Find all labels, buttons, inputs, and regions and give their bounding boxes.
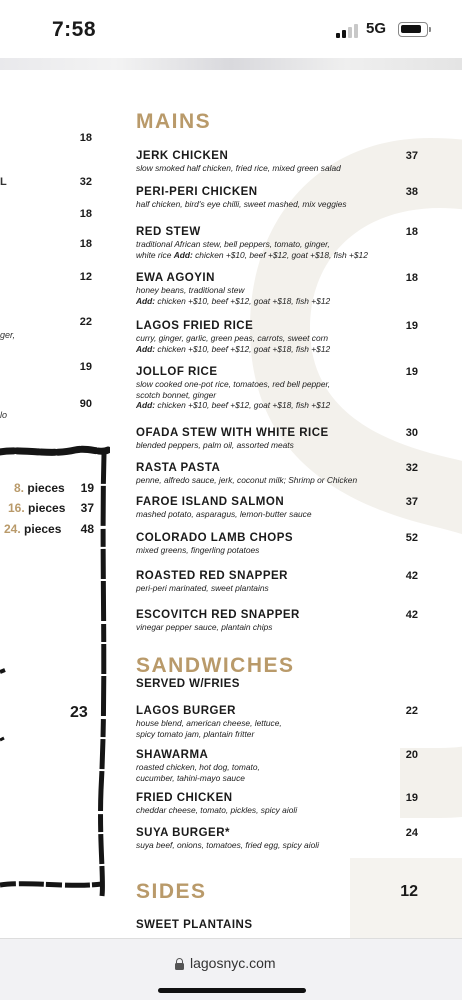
left-price: 18: [79, 238, 92, 250]
menu-item-description: [136, 729, 398, 740]
add-on-options: chicken +$10, beef +$12, goat +$18, fish +$12: [155, 343, 331, 354]
menu-item-price: 38: [405, 186, 418, 198]
menu-item-description: [136, 239, 398, 250]
menu-item-name: OFADA STEW WITH WHITE RICE: [136, 427, 329, 439]
menu-item-description: [136, 390, 398, 401]
menu-item-name: EWA AGOYIN: [136, 272, 215, 284]
menu-item-description: [136, 250, 398, 261]
menu-page[interactable]: [0, 58, 462, 938]
left-price: 18: [79, 132, 92, 144]
status-time: 7:58: [52, 18, 97, 41]
menu-item: [136, 569, 398, 594]
description-text: scotch bonnet, ginger: [136, 389, 217, 400]
description-text: mashed potato, asparagus, lemon-butter sauce: [136, 509, 312, 519]
menu-item-price: 42: [405, 609, 418, 621]
left-fragment: ger,: [0, 330, 16, 340]
menu-item: [136, 365, 398, 411]
menu-item-description: [136, 379, 398, 390]
pieces-price: 37: [80, 501, 94, 515]
menu-item: [136, 495, 398, 520]
menu-item-price: 42: [405, 570, 418, 582]
network-type: 5G: [366, 20, 387, 37]
description-text: peri-peri marinated, sweet plantains: [136, 583, 269, 593]
pieces-price: 19: [80, 481, 94, 495]
menu-item-description: [136, 440, 398, 451]
menu-item-price: 18: [405, 226, 418, 238]
pieces-price: 48: [80, 522, 94, 536]
pieces-row: [14, 481, 65, 495]
browser-address-bar[interactable]: [0, 938, 462, 1000]
menu-item-price: 52: [405, 532, 418, 544]
header-photo-strip: [0, 58, 462, 70]
menu-item-description: [136, 805, 398, 816]
pieces-row: [8, 501, 65, 515]
menu-item-description: [136, 840, 398, 851]
menu-item: [136, 531, 398, 556]
menu-item-description: [136, 545, 398, 556]
menu-item-description: [136, 199, 398, 210]
cellular-signal-icon: [336, 24, 360, 38]
status-bar: [0, 0, 462, 58]
menu-item-description: [136, 773, 398, 784]
left-price: 32: [79, 176, 92, 188]
menu-item-price: 37: [405, 150, 418, 162]
menu-item: [136, 461, 398, 486]
menu-item-name: JOLLOF RICE: [136, 366, 218, 378]
pieces-qty: 24.: [4, 522, 21, 536]
description-text: curry, ginger, garlic, green peas, carrots, sweet corn: [136, 333, 329, 343]
menu-item-price: 37: [405, 496, 418, 508]
menu-item-price: 30: [405, 427, 418, 439]
section-title-sandwiches: SANDWICHES: [136, 654, 295, 677]
menu-item-price: 19: [405, 320, 418, 332]
menu-item-description: [136, 163, 398, 174]
left-price: 18: [79, 208, 92, 220]
menu-item: [136, 185, 398, 210]
add-on-options: chicken +$10, beef +$12, goat +$18, fish +$12: [155, 400, 331, 410]
menu-item: [136, 918, 398, 932]
url-text[interactable]: lagosnyc.com: [190, 955, 276, 971]
menu-item-description: [136, 296, 398, 307]
menu-item-description: [136, 344, 398, 355]
menu-item-description: [136, 762, 398, 773]
menu-item-price: 32: [405, 462, 418, 474]
description-text: house blend, american cheese, lettuce,: [136, 718, 282, 728]
pieces-qty: 8.: [14, 481, 25, 495]
left-price: 22: [79, 316, 92, 328]
menu-item-description: [136, 285, 398, 296]
add-on-options: chicken +$10, beef +$12, goat +$18, fish +$12: [192, 249, 368, 260]
menu-item-name: SWEET PLANTAINS: [136, 919, 253, 931]
left-fragment: L: [0, 176, 7, 188]
menu-item-description: [136, 718, 398, 729]
description-text: honey beans, traditional stew: [136, 285, 245, 295]
section-title-sides: SIDES: [136, 880, 207, 903]
menu-item: [136, 149, 398, 174]
menu-item: [136, 225, 398, 260]
menu-item-name: SHAWARMA: [136, 749, 209, 761]
menu-item-description: [136, 583, 398, 594]
menu-item-price: 19: [405, 792, 418, 804]
menu-item-name: LAGOS FRIED RICE: [136, 320, 254, 332]
menu-item-name: SUYA BURGER*: [136, 827, 230, 839]
description-text: spicy tomato jam, plantain fritter: [136, 728, 255, 739]
description-text: vinegar pepper sauce, plantain chips: [136, 622, 273, 632]
description-text: mixed greens, fingerling potatoes: [136, 545, 260, 555]
left-price: 19: [79, 361, 92, 373]
left-big-price: 23: [70, 704, 88, 721]
menu-item-description: [136, 509, 398, 520]
menu-item: [136, 704, 398, 739]
menu-item-price: 19: [405, 366, 418, 378]
description-text: blended peppers, palm oil, assorted meats: [136, 440, 294, 450]
menu-item-name: FRIED CHICKEN: [136, 792, 233, 804]
pieces-label: pieces: [24, 522, 62, 536]
menu-item-description: [136, 333, 398, 344]
menu-item-price: 24: [405, 827, 418, 839]
menu-item-name: ROASTED RED SNAPPER: [136, 570, 288, 582]
pieces-label: pieces: [28, 501, 66, 515]
menu-item-name: FAROE ISLAND SALMON: [136, 496, 285, 508]
description-text: traditional African stew, bell peppers, tomato, ginger,: [136, 239, 330, 249]
menu-item: [136, 271, 398, 306]
home-indicator[interactable]: [158, 988, 306, 993]
menu-item-price: 18: [405, 272, 418, 284]
menu-item: [136, 608, 398, 633]
menu-item: [136, 319, 398, 354]
pieces-qty: 16.: [8, 501, 25, 515]
menu-item-name: JERK CHICKEN: [136, 150, 229, 162]
section-title-mains: MAINS: [136, 110, 212, 133]
battery-cap: [429, 27, 431, 32]
description-text: half chicken, bird's eye chilli, sweet mashed, mix veggies: [136, 199, 347, 209]
pieces-label: pieces: [27, 481, 65, 495]
add-on-options: chicken +$10, beef +$12, goat +$18, fish +$12: [155, 295, 331, 306]
menu-item: [136, 426, 398, 451]
menu-item-name: LAGOS BURGER: [136, 705, 236, 717]
menu-item: [136, 826, 398, 851]
description-text: slow smoked half chicken, fried rice, mixed green salad: [136, 163, 341, 173]
menu-item-name: ESCOVITCH RED SNAPPER: [136, 609, 300, 621]
left-price: 12: [79, 271, 92, 283]
menu-item-price: 20: [405, 749, 418, 761]
description-text: slow cooked one-pot rice, tomatoes, red bell pepper,: [136, 379, 331, 389]
menu-item-name: COLORADO LAMB CHOPS: [136, 532, 294, 544]
description-text: roasted chicken, hot dog, tomato,: [136, 762, 260, 772]
menu-item-price: 22: [405, 705, 418, 717]
description-text: cucumber, tahini-mayo sauce: [136, 772, 245, 783]
add-on-label: Add:: [136, 295, 156, 306]
add-on-label: Add:: [136, 343, 156, 354]
battery-icon: [398, 22, 428, 37]
description-text: white rice: [136, 249, 174, 260]
left-fragment: lo: [0, 410, 8, 420]
section-subtitle-sandwiches: SERVED W/FRIES: [136, 678, 240, 690]
left-price: 90: [79, 398, 92, 410]
add-on-label: Add:: [173, 249, 193, 260]
menu-item-description: [136, 622, 398, 633]
lock-icon: [175, 958, 184, 970]
menu-item: [136, 791, 398, 816]
menu-item-name: RASTA PASTA: [136, 462, 221, 474]
menu-item: [136, 748, 398, 783]
description-text: cheddar cheese, tomato, pickles, spicy aioli: [136, 805, 298, 815]
description-text: suya beef, onions, tomatoes, fried egg, spicy aioli: [136, 840, 319, 850]
menu-item-name: PERI-PERI CHICKEN: [136, 186, 258, 198]
add-on-label: Add:: [136, 400, 156, 410]
menu-item-description: [136, 475, 398, 486]
pieces-row: [4, 522, 61, 536]
description-text: penne, alfredo sauce, jerk, coconut milk; Shrimp or Chicken: [136, 475, 358, 485]
sides-price: 12: [400, 883, 418, 900]
menu-item-description: [136, 400, 398, 411]
menu-item-name: RED STEW: [136, 226, 201, 238]
